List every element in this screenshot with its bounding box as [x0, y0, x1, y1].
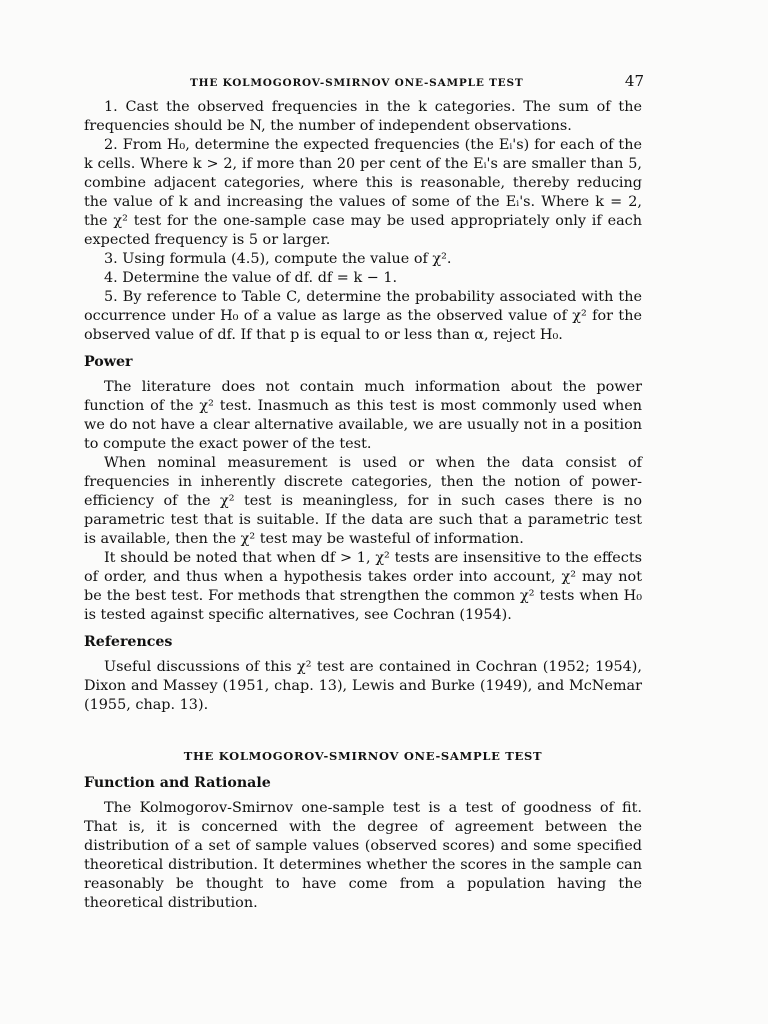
power-paragraph-2: When nominal measurement is used or when the data consist of frequencies in inherently discrete categories, then the notion of power-efficiency of the χ² test is meaningless, for in such cases there is no parametric test that is suitable. If the data are such that a parametric test is available, then the χ² test may be wasteful of information. [84, 455, 642, 547]
step-4: 4. Determine the value of df. df = k − 1. [104, 270, 398, 286]
step-3: 3. Using formula (4.5), compute the value of χ². [104, 251, 452, 267]
power-paragraph-1: The literature does not contain much information about the power function of the χ² test. Inasmuch as this test is most commonly used when we do not have a clear alternative available, we are usually not in a position to compute the exact power of the test. [84, 379, 642, 452]
references-paragraph: Useful discussions of this χ² test are contained in Cochran (1952; 1954), Dixon and Massey (1951, chap. 13), Lewis and Burke (1949), and McNemar (1955, chap. 13). [84, 659, 642, 713]
power-paragraph-3: It should be noted that when df > 1, χ² tests are insensitive to the effects of order, and thus when a hypothesis takes order into account, χ² may not be the best test. For methods that strengthen the common χ² tests when H₀ is tested against specific alternatives, see Cochran (1954). [84, 550, 642, 623]
power-heading: Power [84, 354, 133, 370]
step-5: 5. By reference to Table C, determine the probability associated with the occurrence under H₀ of a value as large as the observed value of χ² for the observed value of df. If that p is equal to or less than α, reject H₀. [84, 289, 642, 343]
function-rationale-heading: Function and Rationale [84, 775, 271, 791]
function-rationale-paragraph: The Kolmogorov-Smirnov one-sample test is a test of goodness of fit. That is, it is concerned with the degree of agreement between the distribution of a set of sample values (observed scores) and some specified theoretical distribution. It determines whether the scores in the sample can reasonably be thought to have come from a population having the theoretical distribution. [84, 800, 642, 911]
references-heading: References [84, 634, 173, 650]
running-head [190, 74, 644, 92]
step-1: 1. Cast the observed frequencies in the k categories. The sum of the frequencies should be N, the number of independent observations. [84, 99, 642, 134]
page-body [84, 98, 642, 913]
running-title: THE KOLMOGOROV-SMIRNOV ONE-SAMPLE TEST [190, 77, 524, 89]
page-number: 47 [624, 72, 644, 90]
step-2: 2. From H₀, determine the expected frequencies (the Eᵢ's) for each of the k cells. Where k > 2, if more than 20 per cent of the Eᵢ's are smaller than 5, combine adjacent categories, where this is reasonable, thereby reducing the value of k and increasing the values of some of the Eᵢ's. Where k = 2, the χ² test for the one-sample case may be used appropriately only if each expected frequency is 5 or larger. [84, 137, 642, 248]
ks-section-title: THE KOLMOGOROV-SMIRNOV ONE-SAMPLE TEST [183, 749, 543, 763]
